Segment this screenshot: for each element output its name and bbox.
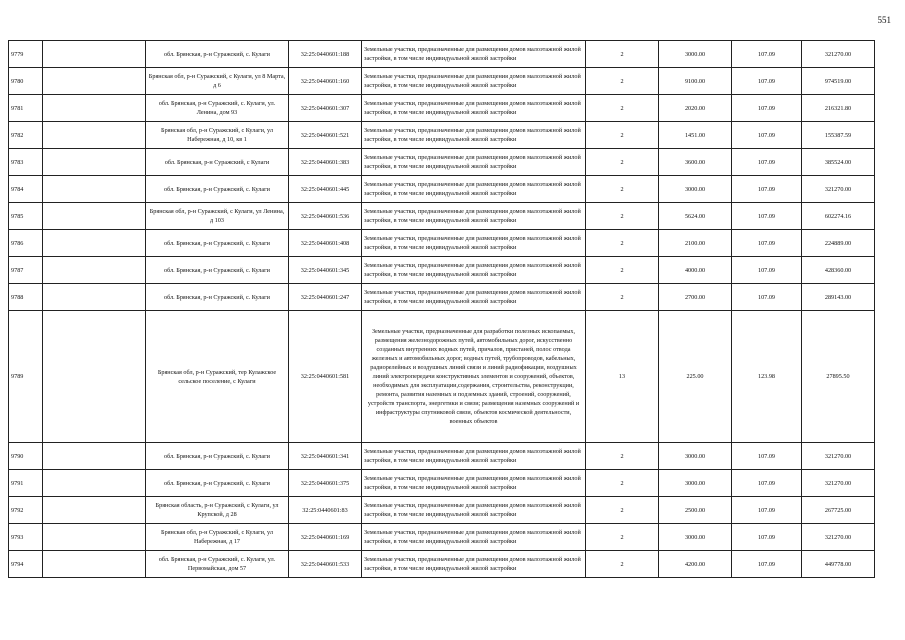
area-cell: 2020.00 bbox=[659, 95, 732, 122]
cadastral-value-table bbox=[8, 40, 875, 578]
cadastral-number-cell: 32:25:0440601:383 bbox=[289, 149, 362, 176]
table-row bbox=[9, 203, 875, 230]
specific-value-cell: 107.09 bbox=[732, 176, 802, 203]
land-use-cell: Земельные участки, предназначенные для размещения домов малоэтажной жилой застройки, в том числе индивидуальной жилой застройки bbox=[362, 443, 586, 470]
area-cell: 3000.00 bbox=[659, 41, 732, 68]
cadastral-value-cell: 267725.00 bbox=[802, 497, 875, 524]
use-category-cell: 2 bbox=[586, 497, 659, 524]
land-use-cell: Земельные участки, предназначенные для размещения домов малоэтажной жилой застройки, в том числе индивидуальной жилой застройки bbox=[362, 230, 586, 257]
use-category-cell: 2 bbox=[586, 524, 659, 551]
use-category-cell: 2 bbox=[586, 122, 659, 149]
spacer-cell bbox=[43, 284, 146, 311]
cadastral-value-cell: 449778.00 bbox=[802, 551, 875, 578]
row-number-cell: 9787 bbox=[9, 257, 43, 284]
cadastral-value-cell: 321270.00 bbox=[802, 443, 875, 470]
address-cell: обл. Брянская, р-н Суражский, с. Кулаги, ул. Ленина, дом 93 bbox=[146, 95, 289, 122]
spacer-cell bbox=[43, 149, 146, 176]
land-use-cell: Земельные участки, предназначенные для размещения домов малоэтажной жилой застройки, в том числе индивидуальной жилой застройки bbox=[362, 203, 586, 230]
specific-value-cell: 107.09 bbox=[732, 149, 802, 176]
cadastral-number-cell: 32:25:0440601:408 bbox=[289, 230, 362, 257]
cadastral-number-cell: 32:25:0440601:345 bbox=[289, 257, 362, 284]
row-number-cell: 9780 bbox=[9, 68, 43, 95]
cadastral-value-cell: 602274.16 bbox=[802, 203, 875, 230]
cadastral-number-cell: 32:25:0440601:83 bbox=[289, 497, 362, 524]
spacer-cell bbox=[43, 95, 146, 122]
cadastral-number-cell: 32:25:0440601:581 bbox=[289, 311, 362, 443]
specific-value-cell: 107.09 bbox=[732, 470, 802, 497]
address-cell: Брянская область, р-н Суражский, с Кулаги, ул Крупской, д 28 bbox=[146, 497, 289, 524]
cadastral-number-cell: 32:25:0440601:160 bbox=[289, 68, 362, 95]
specific-value-cell: 107.09 bbox=[732, 203, 802, 230]
table-body bbox=[9, 41, 875, 578]
address-cell: обл. Брянская, р-н Суражский, с. Кулаги, ул. Первомайская, дом 57 bbox=[146, 551, 289, 578]
cadastral-value-cell: 428360.00 bbox=[802, 257, 875, 284]
land-use-cell: Земельные участки, предназначенные для размещения домов малоэтажной жилой застройки, в том числе индивидуальной жилой застройки bbox=[362, 551, 586, 578]
row-number-cell: 9779 bbox=[9, 41, 43, 68]
spacer-cell bbox=[43, 311, 146, 443]
spacer-cell bbox=[43, 230, 146, 257]
spacer-cell bbox=[43, 551, 146, 578]
address-cell: обл. Брянская, р-н Суражский, с. Кулаги bbox=[146, 470, 289, 497]
cadastral-value-cell: 224889.00 bbox=[802, 230, 875, 257]
area-cell: 2100.00 bbox=[659, 230, 732, 257]
row-number-cell: 9794 bbox=[9, 551, 43, 578]
land-use-cell: Земельные участки, предназначенные для размещения домов малоэтажной жилой застройки, в том числе индивидуальной жилой застройки bbox=[362, 41, 586, 68]
use-category-cell: 2 bbox=[586, 551, 659, 578]
use-category-cell: 2 bbox=[586, 470, 659, 497]
specific-value-cell: 123.98 bbox=[732, 311, 802, 443]
address-cell: Брянская обл, р-н Суражский, тер Кулажское сельское поселение, с Кулаги bbox=[146, 311, 289, 443]
cadastral-value-cell: 27895.50 bbox=[802, 311, 875, 443]
table-row bbox=[9, 524, 875, 551]
cadastral-number-cell: 32:25:0440601:533 bbox=[289, 551, 362, 578]
row-number-cell: 9784 bbox=[9, 176, 43, 203]
spacer-cell bbox=[43, 68, 146, 95]
area-cell: 225.00 bbox=[659, 311, 732, 443]
row-number-cell: 9789 bbox=[9, 311, 43, 443]
specific-value-cell: 107.09 bbox=[732, 41, 802, 68]
land-use-cell: Земельные участки, предназначенные для размещения домов малоэтажной жилой застройки, в том числе индивидуальной жилой застройки bbox=[362, 470, 586, 497]
row-number-cell: 9781 bbox=[9, 95, 43, 122]
cadastral-number-cell: 32:25:0440601:445 bbox=[289, 176, 362, 203]
land-use-cell: Земельные участки, предназначенные для размещения домов малоэтажной жилой застройки, в том числе индивидуальной жилой застройки bbox=[362, 122, 586, 149]
specific-value-cell: 107.09 bbox=[732, 68, 802, 95]
table-row bbox=[9, 443, 875, 470]
area-cell: 2700.00 bbox=[659, 284, 732, 311]
cadastral-value-cell: 385524.00 bbox=[802, 149, 875, 176]
area-cell: 3000.00 bbox=[659, 176, 732, 203]
row-number-cell: 9788 bbox=[9, 284, 43, 311]
specific-value-cell: 107.09 bbox=[732, 122, 802, 149]
row-number-cell: 9782 bbox=[9, 122, 43, 149]
area-cell: 1451.00 bbox=[659, 122, 732, 149]
spacer-cell bbox=[43, 524, 146, 551]
cadastral-number-cell: 32:25:0440601:341 bbox=[289, 443, 362, 470]
cadastral-number-cell: 32:25:0440601:375 bbox=[289, 470, 362, 497]
cadastral-value-cell: 321270.00 bbox=[802, 176, 875, 203]
use-category-cell: 2 bbox=[586, 257, 659, 284]
cadastral-number-cell: 32:25:0440601:521 bbox=[289, 122, 362, 149]
table-row bbox=[9, 95, 875, 122]
specific-value-cell: 107.09 bbox=[732, 284, 802, 311]
address-cell: обл. Брянская, р-н Суражский, с. Кулаги bbox=[146, 41, 289, 68]
area-cell: 2500.00 bbox=[659, 497, 732, 524]
row-number-cell: 9792 bbox=[9, 497, 43, 524]
address-cell: обл. Брянская, р-н Суражский, с. Кулаги bbox=[146, 230, 289, 257]
row-number-cell: 9790 bbox=[9, 443, 43, 470]
specific-value-cell: 107.09 bbox=[732, 95, 802, 122]
table-row bbox=[9, 230, 875, 257]
use-category-cell: 2 bbox=[586, 176, 659, 203]
cadastral-value-cell: 321270.00 bbox=[802, 470, 875, 497]
address-cell: обл. Брянская, р-н Суражский, с. Кулаги bbox=[146, 257, 289, 284]
cadastral-value-cell: 155387.59 bbox=[802, 122, 875, 149]
address-cell: обл. Брянская, р-н Суражский, с. Кулаги bbox=[146, 443, 289, 470]
area-cell: 3000.00 bbox=[659, 443, 732, 470]
spacer-cell bbox=[43, 257, 146, 284]
cadastral-number-cell: 32:25:0440601:188 bbox=[289, 41, 362, 68]
area-cell: 3000.00 bbox=[659, 524, 732, 551]
spacer-cell bbox=[43, 497, 146, 524]
specific-value-cell: 107.09 bbox=[732, 443, 802, 470]
address-cell: Брянская обл, р-н Суражский, с Кулаги, ул Набережная, д 10, кв 1 bbox=[146, 122, 289, 149]
spacer-cell bbox=[43, 443, 146, 470]
table-row bbox=[9, 284, 875, 311]
table-row bbox=[9, 311, 875, 443]
specific-value-cell: 107.09 bbox=[732, 257, 802, 284]
specific-value-cell: 107.09 bbox=[732, 497, 802, 524]
land-use-cell: Земельные участки, предназначенные для размещения домов малоэтажной жилой застройки, в том числе индивидуальной жилой застройки bbox=[362, 149, 586, 176]
land-use-cell: Земельные участки, предназначенные для размещения домов малоэтажной жилой застройки, в том числе индивидуальной жилой застройки bbox=[362, 497, 586, 524]
cadastral-value-cell: 216321.80 bbox=[802, 95, 875, 122]
use-category-cell: 2 bbox=[586, 95, 659, 122]
table-row bbox=[9, 497, 875, 524]
land-use-cell: Земельные участки, предназначенные для размещения домов малоэтажной жилой застройки, в том числе индивидуальной жилой застройки bbox=[362, 257, 586, 284]
use-category-cell: 2 bbox=[586, 68, 659, 95]
spacer-cell bbox=[43, 203, 146, 230]
use-category-cell: 2 bbox=[586, 284, 659, 311]
cadastral-number-cell: 32:25:0440601:247 bbox=[289, 284, 362, 311]
cadastral-value-cell: 321270.00 bbox=[802, 41, 875, 68]
row-number-cell: 9793 bbox=[9, 524, 43, 551]
specific-value-cell: 107.09 bbox=[732, 230, 802, 257]
cadastral-number-cell: 32:25:0440601:536 bbox=[289, 203, 362, 230]
address-cell: Брянская обл, р-н Суражский, с Кулаги, ул 8 Марта, д 6 bbox=[146, 68, 289, 95]
use-category-cell: 2 bbox=[586, 203, 659, 230]
address-cell: обл. Брянская, р-н Суражский, с. Кулаги bbox=[146, 176, 289, 203]
table-row bbox=[9, 68, 875, 95]
land-use-cell: Земельные участки, предназначенные для размещения домов малоэтажной жилой застройки, в том числе индивидуальной жилой застройки bbox=[362, 176, 586, 203]
address-cell: Брянская обл, р-н Суражский, с Кулаги, ул Набережная, д 17 bbox=[146, 524, 289, 551]
use-category-cell: 2 bbox=[586, 443, 659, 470]
table-row bbox=[9, 176, 875, 203]
use-category-cell: 13 bbox=[586, 311, 659, 443]
cadastral-value-cell: 974519.00 bbox=[802, 68, 875, 95]
row-number-cell: 9786 bbox=[9, 230, 43, 257]
table-row bbox=[9, 470, 875, 497]
table-row bbox=[9, 122, 875, 149]
address-cell: обл. Брянская, р-н Суражский, с. Кулаги bbox=[146, 284, 289, 311]
table-row bbox=[9, 41, 875, 68]
area-cell: 3600.00 bbox=[659, 149, 732, 176]
land-use-cell: Земельные участки, предназначенные для разработки полезных ископаемых, размещения железнодорожных путей, автомобильных дорог, искусственно созданных внутренних водных путей, причалов, пристаней, полос отвода железных и автомобильных дорог, водных путей, трубопроводов, кабельных, радиорелейных и воздушных линий связи и линий радиофикации, воздушных линий электропередачи конструктивных элементов и сооружений, объектов, необходимых для эксплуатации,содержания, строительства, реконструкции, ремонта, развития наземных и подземных зданий, строений, сооружений, устройств транспорта, энергетики и связи; размещения наземных сооружений и инфраструктуры спутниковой связи, объектов космической деятельности, военных объектов bbox=[362, 311, 586, 443]
area-cell: 4000.00 bbox=[659, 257, 732, 284]
area-cell: 4200.00 bbox=[659, 551, 732, 578]
table-row bbox=[9, 257, 875, 284]
spacer-cell bbox=[43, 470, 146, 497]
table-row bbox=[9, 149, 875, 176]
land-use-cell: Земельные участки, предназначенные для размещения домов малоэтажной жилой застройки, в том числе индивидуальной жилой застройки bbox=[362, 68, 586, 95]
area-cell: 5624.00 bbox=[659, 203, 732, 230]
land-use-cell: Земельные участки, предназначенные для размещения домов малоэтажной жилой застройки, в том числе индивидуальной жилой застройки bbox=[362, 524, 586, 551]
cadastral-value-cell: 321270.00 bbox=[802, 524, 875, 551]
spacer-cell bbox=[43, 41, 146, 68]
specific-value-cell: 107.09 bbox=[732, 551, 802, 578]
address-cell: обл. Брянская, р-н Суражский, с Кулаги bbox=[146, 149, 289, 176]
spacer-cell bbox=[43, 176, 146, 203]
area-cell: 3000.00 bbox=[659, 470, 732, 497]
spacer-cell bbox=[43, 122, 146, 149]
table-row bbox=[9, 551, 875, 578]
area-cell: 9100.00 bbox=[659, 68, 732, 95]
row-number-cell: 9791 bbox=[9, 470, 43, 497]
land-use-cell: Земельные участки, предназначенные для размещения домов малоэтажной жилой застройки, в том числе индивидуальной жилой застройки bbox=[362, 95, 586, 122]
row-number-cell: 9785 bbox=[9, 203, 43, 230]
use-category-cell: 2 bbox=[586, 230, 659, 257]
row-number-cell: 9783 bbox=[9, 149, 43, 176]
cadastral-number-cell: 32:25:0440601:169 bbox=[289, 524, 362, 551]
cadastral-value-cell: 289143.00 bbox=[802, 284, 875, 311]
page-number: 551 bbox=[877, 15, 891, 25]
use-category-cell: 2 bbox=[586, 149, 659, 176]
address-cell: Брянская обл, р-н Суражский, с Кулаги, ул Ленина, д 103 bbox=[146, 203, 289, 230]
specific-value-cell: 107.09 bbox=[732, 524, 802, 551]
land-use-cell: Земельные участки, предназначенные для размещения домов малоэтажной жилой застройки, в том числе индивидуальной жилой застройки bbox=[362, 284, 586, 311]
use-category-cell: 2 bbox=[586, 41, 659, 68]
cadastral-number-cell: 32:25:0440601:307 bbox=[289, 95, 362, 122]
